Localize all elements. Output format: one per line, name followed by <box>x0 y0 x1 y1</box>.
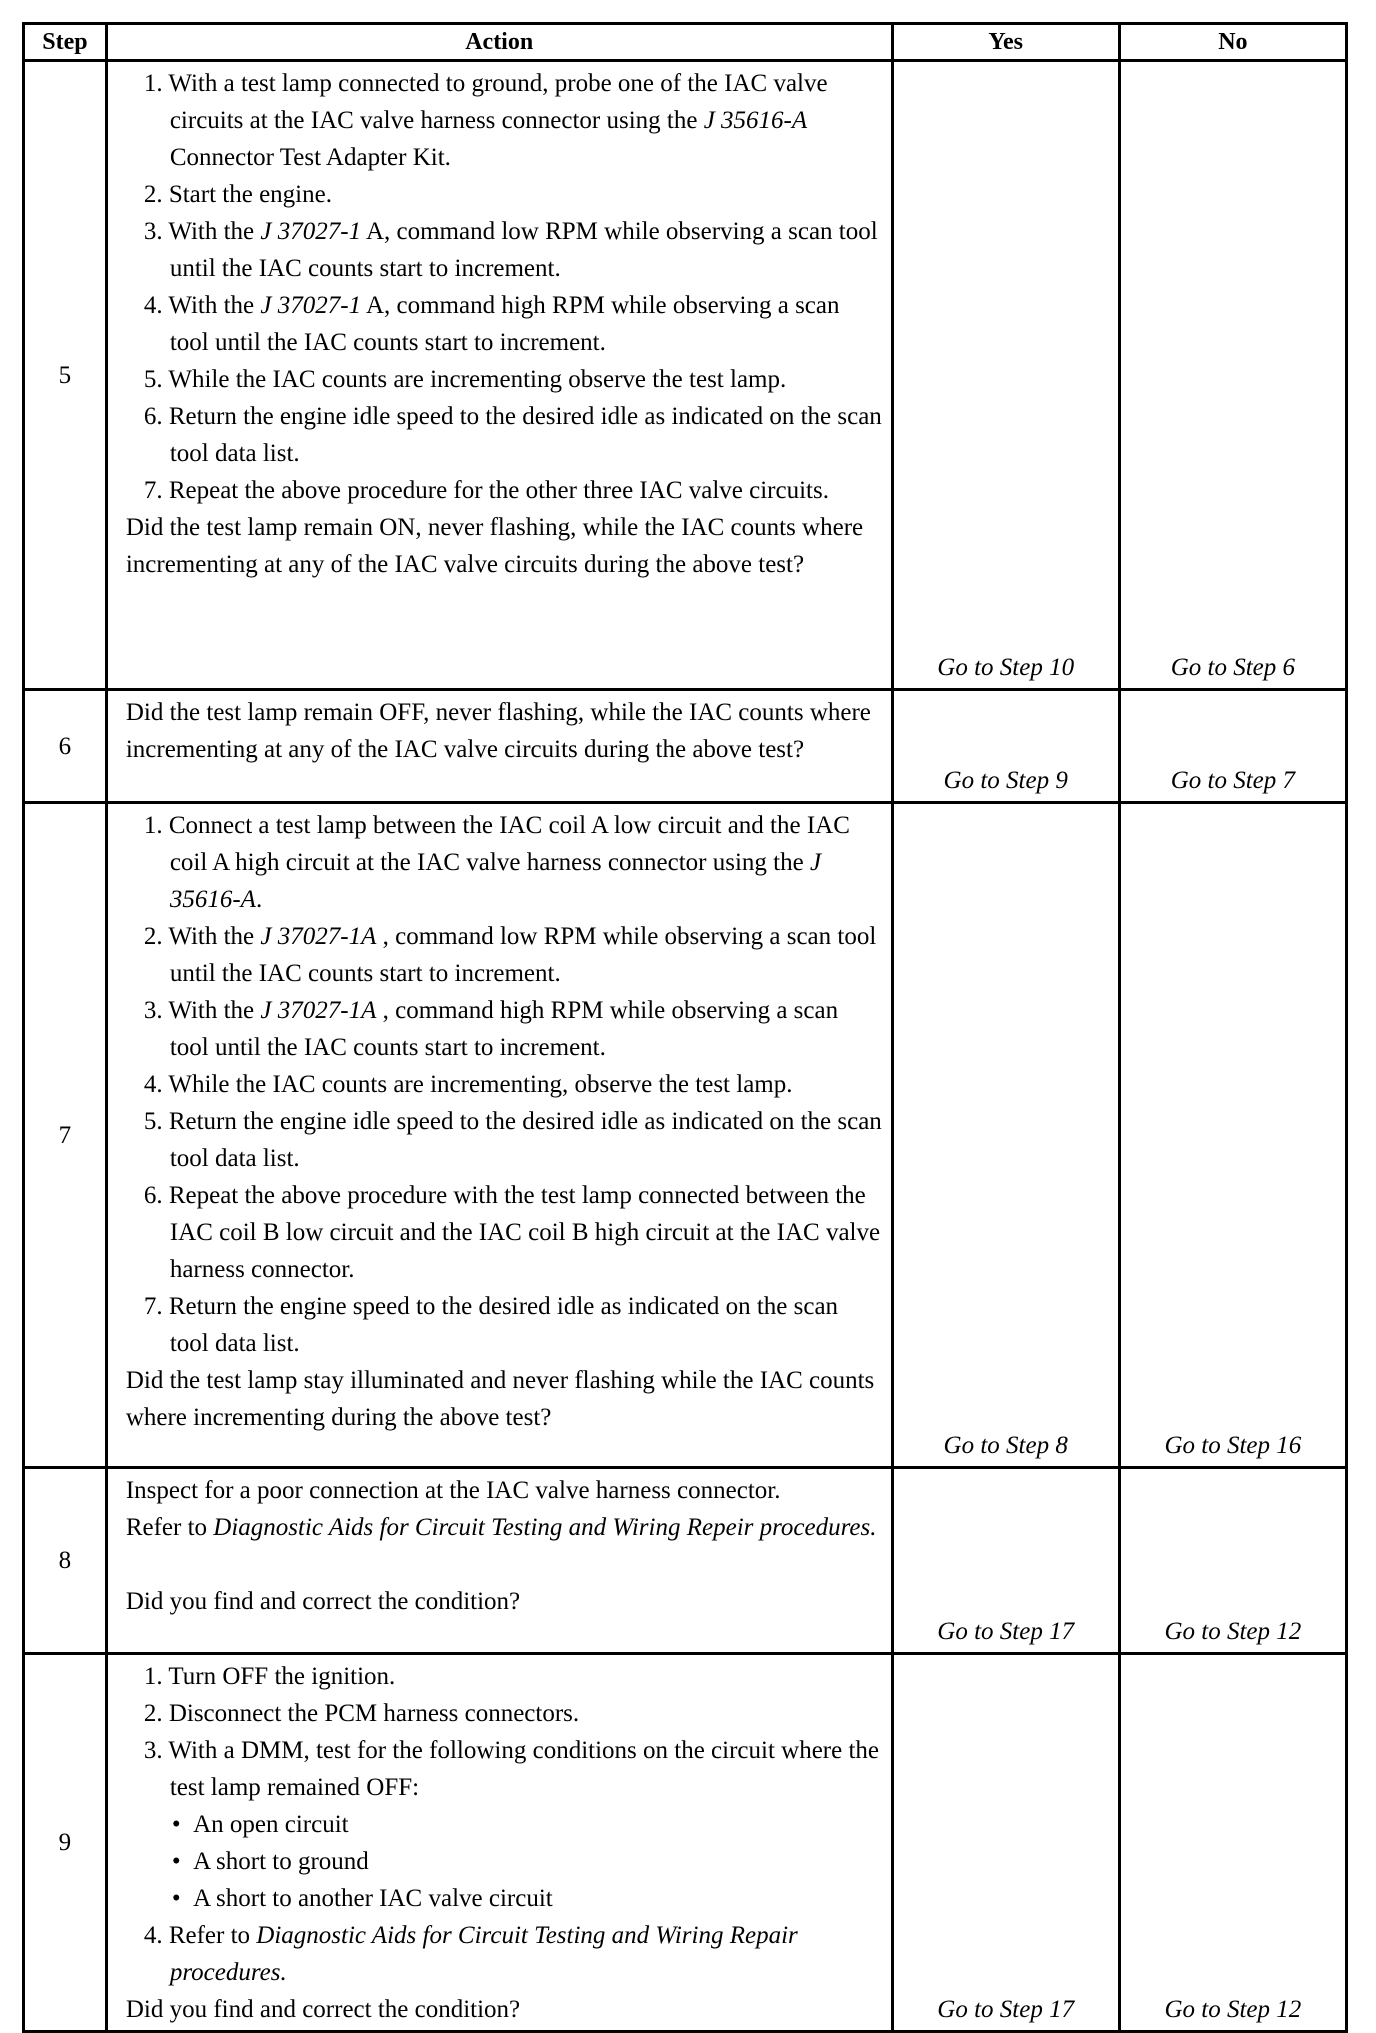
list-item: 1. Connect a test lamp between the IAC coil A low circuit and the IAC coil A high circuit at the IAC valve harness connector using the J 35616-A. <box>143 812 850 913</box>
diagnostic-table <box>22 22 1348 2033</box>
question-text: Did the test lamp stay illuminated and never flashing while the IAC counts where incrementing during the above test? <box>125 1367 875 1431</box>
question-text: Did the test lamp remain OFF, never flashing, while the IAC counts where incrementing at any of the IAC valve circuits during the above test? <box>125 699 871 763</box>
list-item: 4. While the IAC counts are incrementing, observe the test lamp. <box>143 1071 793 1098</box>
table-row <box>24 1468 1347 1654</box>
list-item: 3. With the J 37027-1A , command high RPM while observing a scan tool until the IAC counts start to increment. <box>143 997 839 1061</box>
yes-result: Go to Step 17 <box>892 1468 1119 1654</box>
list-item: 1. With a test lamp connected to ground, probe one of the IAC valve circuits at the IAC valve harness connector using the J 35616-A Connector Test Adapter Kit. <box>143 70 828 171</box>
step-number: 8 <box>24 1468 107 1654</box>
yes-result: Go to Step 10 <box>892 61 1119 690</box>
list-item: 6. Return the engine idle speed to the desired idle as indicated on the scan tool data list. <box>143 403 882 467</box>
no-result: Go to Step 12 <box>1119 1654 1346 2032</box>
list-item: 7. Return the engine speed to the desired idle as indicated on the scan tool data list. <box>143 1293 839 1357</box>
table-row <box>24 61 1347 690</box>
diagnostic-table-page <box>22 22 1348 2033</box>
no-result: Go to Step 7 <box>1119 690 1346 803</box>
yes-result: Go to Step 17 <box>892 1654 1119 2032</box>
list-item: 2. Disconnect the PCM harness connectors. <box>143 1700 580 1727</box>
step-number: 5 <box>24 61 107 690</box>
header-step: Step <box>24 24 107 61</box>
table-row <box>24 690 1347 803</box>
table-row <box>24 803 1347 1468</box>
bullet-item: • A short to ground <box>171 1848 369 1875</box>
bullet-item: • A short to another IAC valve circuit <box>171 1885 553 1912</box>
header-no: No <box>1119 24 1346 61</box>
no-result: Go to Step 6 <box>1119 61 1346 690</box>
step-number: 9 <box>24 1654 107 2032</box>
list-item: 5. Return the engine idle speed to the desired idle as indicated on the scan tool data list. <box>143 1108 882 1172</box>
list-item: 5. While the IAC counts are incrementing observe the test lamp. <box>143 366 787 393</box>
refer-text: Refer to Diagnostic Aids for Circuit Testing and Wiring Repeir procedures. <box>125 1514 877 1541</box>
list-item: 7. Repeat the above procedure for the other three IAC valve circuits. <box>143 477 829 504</box>
step-number: 7 <box>24 803 107 1468</box>
no-result: Go to Step 12 <box>1119 1468 1346 1654</box>
action-cell <box>106 1654 892 2032</box>
yes-result: Go to Step 8 <box>892 803 1119 1468</box>
list-item: 4. With the J 37027-1 A, command high RPM while observing a scan tool until the IAC counts start to increment. <box>143 292 840 356</box>
action-cell <box>106 690 892 803</box>
action-cell <box>106 61 892 690</box>
list-item: 1. Turn OFF the ignition. <box>143 1663 396 1690</box>
header-yes: Yes <box>892 24 1119 61</box>
list-item: 3. With a DMM, test for the following conditions on the circuit where the test lamp remained OFF: <box>143 1737 880 1801</box>
list-item: 4. Refer to Diagnostic Aids for Circuit Testing and Wiring Repair procedures. <box>143 1922 798 1986</box>
list-item: 2. Start the engine. <box>143 181 332 208</box>
inspect-text: Inspect for a poor connection at the IAC valve harness connector. <box>125 1477 781 1504</box>
action-cell <box>106 803 892 1468</box>
header-action: Action <box>106 24 892 61</box>
action-cell <box>106 1468 892 1654</box>
yes-result: Go to Step 9 <box>892 690 1119 803</box>
step-number: 6 <box>24 690 107 803</box>
list-item: 3. With the J 37027-1 A, command low RPM while observing a scan tool until the IAC counts start to increment. <box>143 218 878 282</box>
header-row <box>24 24 1347 61</box>
no-result: Go to Step 16 <box>1119 803 1346 1468</box>
list-item: 2. With the J 37027-1A , command low RPM while observing a scan tool until the IAC counts start to increment. <box>143 923 877 987</box>
table-row <box>24 1654 1347 2032</box>
bullet-item: • An open circuit <box>171 1811 349 1838</box>
question-text: Did you find and correct the condition? <box>125 1588 521 1615</box>
list-item: 6. Repeat the above procedure with the test lamp connected between the IAC coil B low circuit and the IAC coil B high circuit at the IAC valve harness connector. <box>143 1182 881 1283</box>
question-text: Did the test lamp remain ON, never flashing, while the IAC counts where incrementing at any of the IAC valve circuits during the above test? <box>125 514 864 578</box>
question-text: Did you find and correct the condition? <box>125 1996 521 2023</box>
